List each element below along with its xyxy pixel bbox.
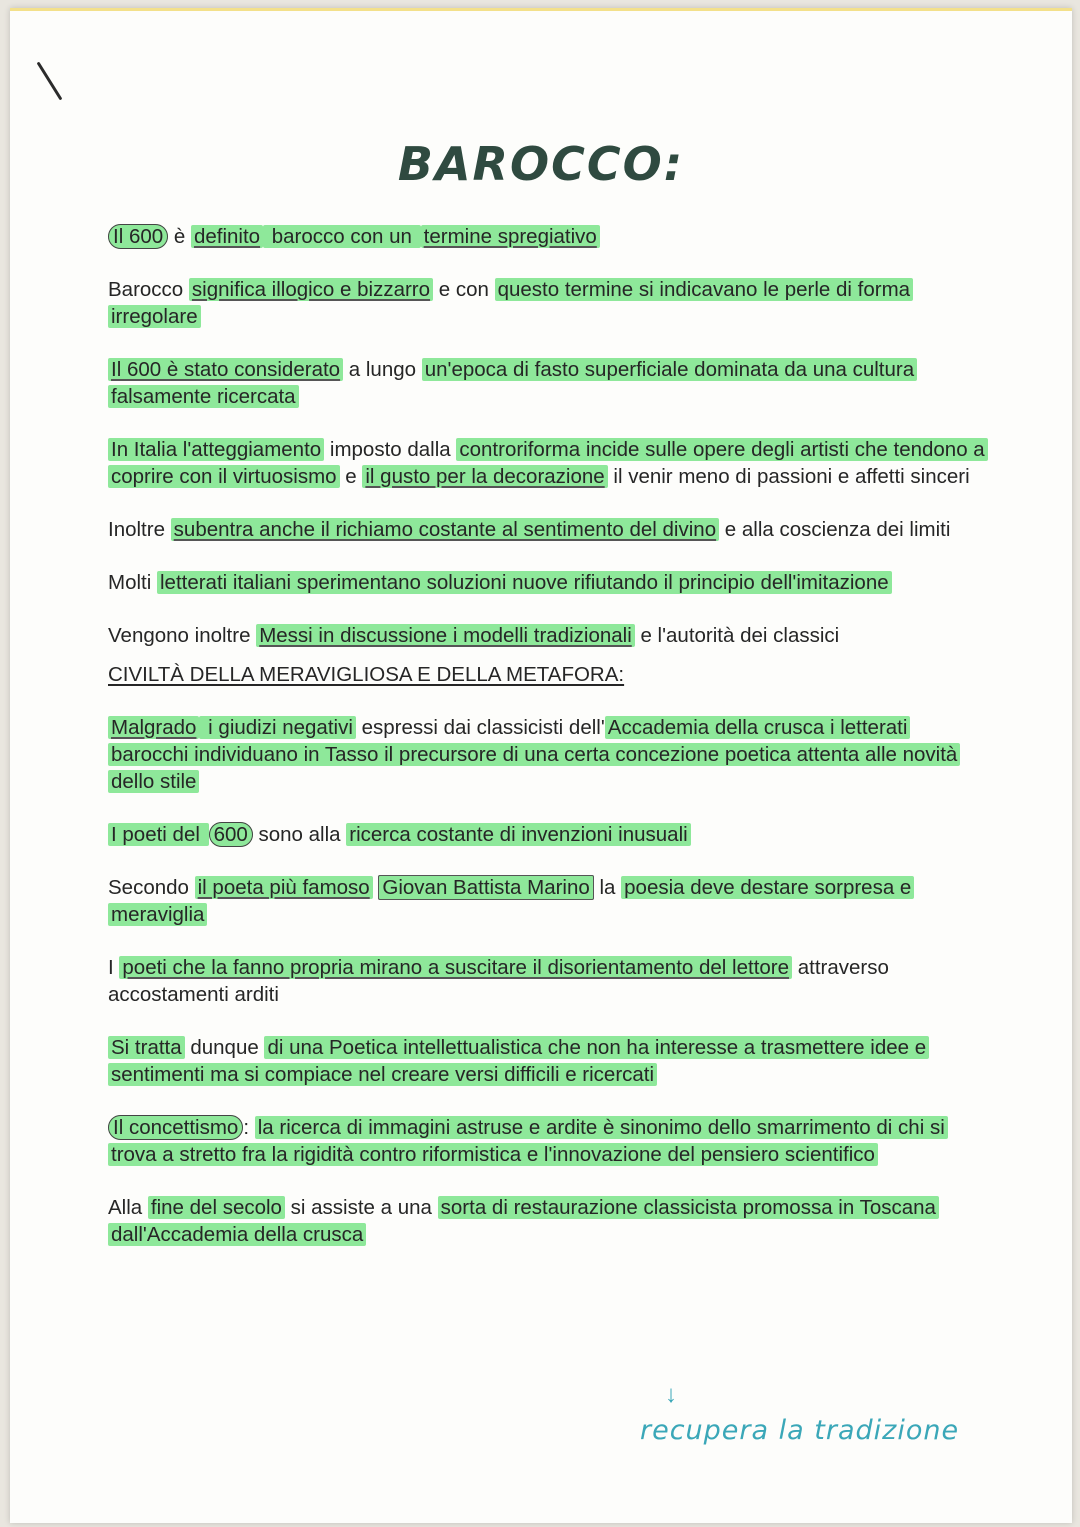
paragraph-2: Barocco significa illogico e bizzarro e con questo termine si indicavano le perle di forma irregolare	[108, 276, 988, 330]
notebook-page	[10, 8, 1072, 1523]
down-arrow-icon: ↓	[665, 1381, 677, 1408]
paragraph-9: I poeti del 600 sono alla ricerca costante di invenzioni inusuali	[108, 821, 988, 848]
paragraph-11: I poeti che la fanno propria mirano a suscitare il disorientamento del lettore attraverso accostamenti arditi	[108, 956, 889, 1006]
paragraph-8: Malgrado i giudizi negativi espressi dai classicisti dell' Accademia della crusca i letterati barocchi individuano in Tasso il precursore di una certa concezione poetica attenta alle novità dello stile	[108, 714, 988, 795]
paragraph-10: Secondo il poeta più famoso Giovan Battista Marino la poesia deve destare sorpresa e meraviglia	[108, 874, 988, 928]
paragraph-6: Molti letterati italiani sperimentano soluzioni nuove rifiutando il principio dell'imitazione	[108, 569, 988, 596]
notes-body	[108, 223, 988, 1274]
page-title: BAROCCO:	[397, 137, 685, 191]
section-heading: CIVILTÀ DELLA MERAVIGLIOSA E DELLA METAFORA:	[108, 663, 625, 686]
pen-mark	[37, 62, 63, 101]
paragraph-3: Il 600 è stato considerato a lungo un'epoca di fasto superficiale dominata da una cultura falsamente ricercata	[108, 356, 988, 410]
paragraph-13: Il concettismo : la ricerca di immagini astruse e ardite è sinonimo dello smarrimento di chi si trova a stretto fra la rigidità contro riformistica e l'innovazione del pensiero scientifico	[108, 1114, 988, 1168]
paragraph-12: Si tratta dunque di una Poetica intellettualistica che non ha interesse a trasmettere idee e sentimenti ma si compiace nel creare versi difficili e ricercati	[108, 1034, 988, 1088]
paragraph-5: Inoltre subentra anche il richiamo costante al sentimento del divino e alla coscienza dei limiti	[108, 518, 951, 541]
paragraph-1: Il 600 è definito barocco con un termine spregiativo	[108, 223, 988, 250]
paragraph-4: In Italia l'atteggiamento imposto dalla controriforma incide sulle opere degli artisti che tendono a coprire con il virtuosismo e il gusto per la decorazione il venir meno di passioni e affetti sinceri	[108, 436, 988, 490]
handwritten-note: recupera la tradizione	[640, 1415, 960, 1446]
paragraph-7: Vengono inoltre Messi in discussione i modelli tradizionali e l'autorità dei classici	[108, 624, 840, 647]
paragraph-14: Alla fine del secolo si assiste a una sorta di restaurazione classicista promossa in Toscana dall'Accademia della crusca	[108, 1194, 988, 1248]
